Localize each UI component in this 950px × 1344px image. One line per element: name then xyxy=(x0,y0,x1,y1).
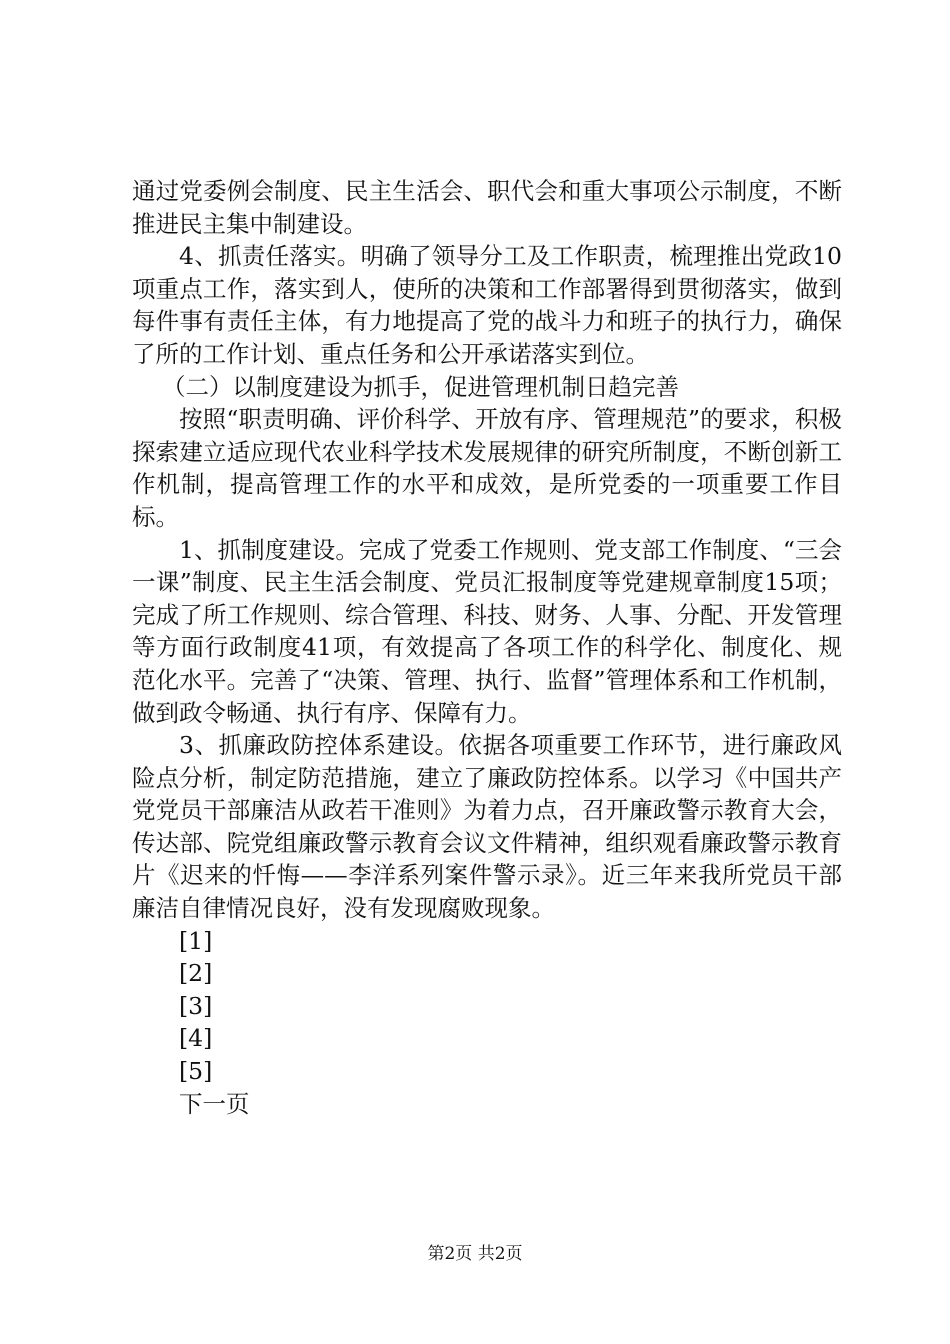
paragraph-system-building: 1、抓制度建设。完成了党委工作规则、党支部工作制度、“三会一课”制度、民主生活会制度、党员汇报制度等党建规章制度15项；完成了所工作规则、综合管理、科技、财务、人事、分配、开发管理等方面行政制度41项，有效提高了各项工作的科学化、制度化、规范化水平。完善了“决策、管理、执行、监督”管理体系和工作机制，做到政令畅通、执行有序、保障有力。 xyxy=(132,535,842,727)
next-page-link[interactable]: 下一页 xyxy=(179,1089,250,1118)
page-link-1[interactable]: [1] xyxy=(179,926,213,955)
paragraph-responsibility: 4、抓责任落实。明确了领导分工及工作职责，梳理推出党政10项重点工作，落实到人，使所的决策和工作部署得到贯彻落实，做到每件事有责任主体，有力地提高了党的战斗力和班子的执行力，确保了所的工作计划、重点任务和公开承诺落实到位。 xyxy=(132,242,842,368)
page-link-2[interactable]: [2] xyxy=(179,959,213,988)
page-link-5[interactable]: [5] xyxy=(179,1057,213,1086)
page-footer: 第2页 共2页 xyxy=(427,1244,523,1264)
paragraph-requirements: 按照“职责明确、评价科学、开放有序、管理规范”的要求，积极探索建立适应现代农业科学技术发展规律的研究所制度，不断创新工作机制，提高管理工作的水平和成效，是所党委的一项重要工作目标。 xyxy=(132,405,842,531)
page-link-3[interactable]: [3] xyxy=(179,991,213,1020)
paragraph-integrity-control: 3、抓廉政防控体系建设。依据各项重要工作环节，进行廉政风险点分析，制定防范措施，建立了廉政防控体系。以学习《中国共产党党员干部廉洁从政若干准则》为着力点，召开廉政警示教育大会，传达部、院党组廉政警示教育会议文件精神，组织观看廉政警示教育片《迟来的忏悔——李洋系列案件警示录》。近三年来我所党员干部廉洁自律情况良好，没有发现腐败现象。 xyxy=(132,731,842,923)
pagination-list xyxy=(132,925,842,1088)
section-heading: （二）以制度建设为抓手，促进管理机制日趋完善 xyxy=(162,372,679,401)
page-link-4[interactable]: [4] xyxy=(179,1024,213,1053)
document-body xyxy=(132,175,842,1120)
paragraph-continuation: 通过党委例会制度、民主生活会、职代会和重大事项公示制度，不断推进民主集中制建设。 xyxy=(132,177,842,238)
